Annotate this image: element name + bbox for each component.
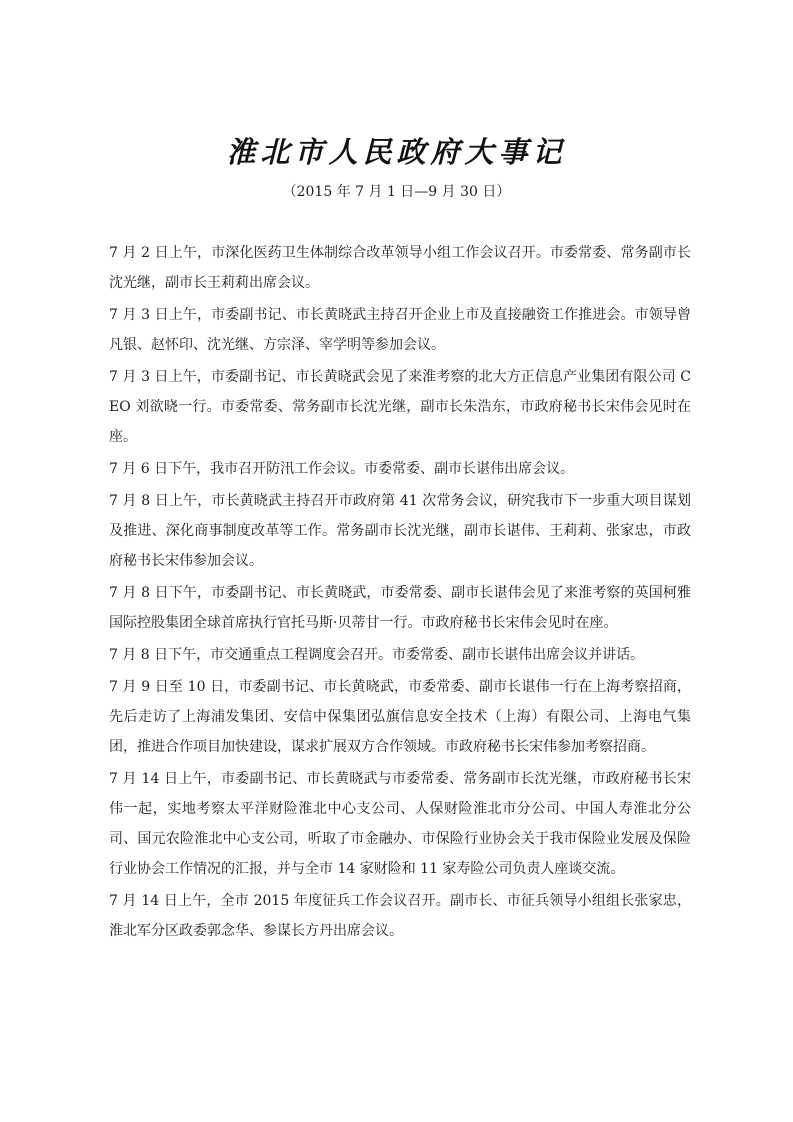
event-entry: 7 月 14 日上午，市委副书记、市长黄晓武与市委常委、常务副市长沈光继，市政府秘书长宋伟一起，实地考察太平洋财险淮北中心支公司、人保财险淮北市分公司、中国人寿淮北分公司、国元农险淮北中心支公司，听取了市金融办、市保险行业协会关于我市保险业发展及保险行业协会工作情况的汇报，并与全市 14 家财险和 11 家寿险公司负责人座谈交流。 (109, 771, 691, 877)
date-range: （2015 年 7 月 1 日—9 月 30 日） (282, 184, 511, 200)
document-title: 淮北市人民政府大事记 (226, 135, 567, 169)
event-entry: 7 月 8 日下午，市交通重点工程调度会召开。市委常委、副市长谌伟出席会议并讲话。 (109, 647, 645, 663)
event-entry: 7 月 2 日上午，市深化医药卫生体制综合改革领导小组工作会议召开。市委常委、常务副市长沈光继，副市长王莉莉出席会议。 (109, 245, 691, 291)
event-list (109, 238, 691, 948)
event-entry: 7 月 3 日上午，市委副书记、市长黄晓武主持召开企业上市及直接融资工作推进会。市领导曾凡银、赵怀印、沈光继、方宗泽、宰学明等参加会议。 (109, 307, 691, 353)
event-entry: 7 月 8 日上午，市长黄晓武主持召开市政府第 41 次常务会议，研究我市下一步重大项目谋划及推进、深化商事制度改革等工作。常务副市长沈光继，副市长谌伟、王莉莉、张家忠，市政府秘书长宋伟参加会议。 (109, 493, 691, 569)
event-entry: 7 月 3 日上午，市委副书记、市长黄晓武会见了来淮考察的北大方正信息产业集团有限公司 CEO 刘欲晓一行。市委常委、常务副市长沈光继，副市长朱浩东，市政府秘书长宋伟会见时在座。 (109, 369, 691, 445)
event-entry: 7 月 9 日至 10 日，市委副书记、市长黄晓武，市委常委、副市长谌伟一行在上海考察招商，先后走访了上海浦发集团、安信中保集团弘旗信息安全技术（上海）有限公司、上海电气集团，推进合作项目加快建设，谋求扩展双方合作领域。市政府秘书长宋伟参加考察招商。 (109, 679, 691, 755)
event-entry: 7 月 8 日下午，市委副书记、市长黄晓武，市委常委、副市长谌伟会见了来淮考察的英国柯雅国际控股集团全球首席执行官托马斯·贝蒂甘一行。市政府秘书长宋伟会见时在座。 (109, 585, 691, 631)
event-entry: 7 月 6 日下午，我市召开防汛工作会议。市委常委、副市长谌伟出席会议。 (109, 461, 575, 477)
event-entry: 7 月 14 日上午，全市 2015 年度征兵工作会议召开。副市长、市征兵领导小组组长张家忠，淮北军分区政委郭念华、参谋长方丹出席会议。 (109, 893, 691, 939)
